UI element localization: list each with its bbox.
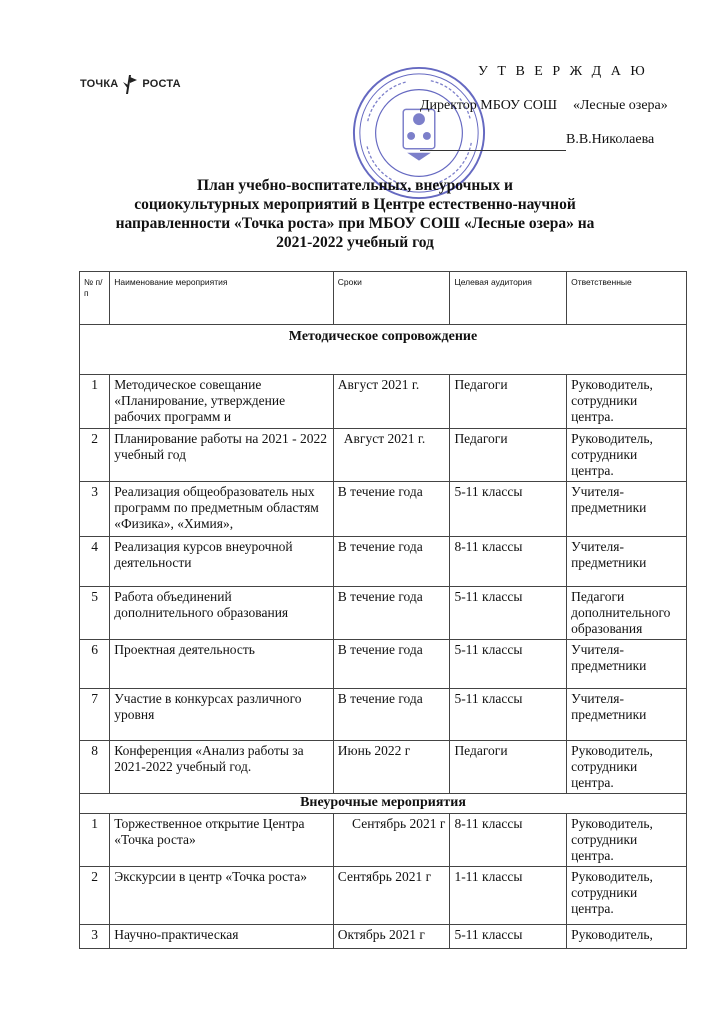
cell-audience: 5-11 классы [450, 925, 567, 949]
cell-responsible: Руководитель, сотрудники центра. [567, 741, 687, 794]
cell-term: В течение года [333, 640, 450, 689]
section-title-methodical: Методическое сопровождение [80, 325, 687, 375]
table-row [80, 867, 687, 925]
cell-num: 1 [80, 375, 110, 429]
header-num: № п/п [80, 272, 110, 325]
header-responsible: Ответственные [567, 272, 687, 325]
cell-audience: 5-11 классы [450, 482, 567, 537]
table-row [80, 375, 687, 429]
cell-name: Проектная деятельность [110, 640, 334, 689]
cell-name: Конференция «Анализ работы за 2021-2022 учебный год. [110, 741, 334, 794]
title-line-4: 2021-2022 учебный год [276, 234, 434, 251]
cell-responsible: Руководитель, [567, 925, 687, 949]
cell-audience: 1-11 классы [450, 867, 567, 925]
cell-responsible: Руководитель, сотрудники центра. [567, 429, 687, 482]
cell-audience: 8-11 классы [450, 537, 567, 587]
logo-right-word: РОСТА [142, 78, 181, 90]
section-row-methodical [80, 325, 687, 375]
cell-audience: 5-11 классы [450, 640, 567, 689]
cell-term: В течение года [333, 537, 450, 587]
table-row [80, 482, 687, 537]
events-plan-table [79, 271, 687, 949]
cell-num: 3 [80, 482, 110, 537]
cell-name: Работа объединений дополнительного образования [110, 587, 334, 640]
cell-name: Реализация курсов внеурочной деятельности [110, 537, 334, 587]
cell-term: Октябрь 2021 г [333, 925, 450, 949]
approval-title: У Т В Е Р Ж Д А Ю [478, 64, 648, 79]
cell-responsible: Учителя-предметники [567, 537, 687, 587]
table-row [80, 925, 687, 949]
cell-name: Участие в конкурсах различного уровня [110, 689, 334, 741]
logo-sprout-icon [120, 73, 140, 95]
table-row [80, 640, 687, 689]
approval-school: «Лесные озера» [573, 98, 668, 113]
approval-position: Директор МБОУ СОШ [420, 98, 558, 113]
cell-num: 3 [80, 925, 110, 949]
table-row [80, 689, 687, 741]
cell-num: 5 [80, 587, 110, 640]
approval-position-line [420, 98, 668, 114]
cell-audience: 8-11 классы [450, 814, 567, 867]
cell-term: Август 2021 г. [333, 429, 450, 482]
cell-num: 4 [80, 537, 110, 587]
title-line-3: направленности «Точка роста» при МБОУ СОШ «Лесные озера» на [115, 215, 595, 232]
cell-responsible: Руководитель, сотрудники центра. [567, 375, 687, 429]
cell-name: Научно-практическая [110, 925, 334, 949]
table-row [80, 814, 687, 867]
approval-signer: В.В.Николаева [566, 132, 655, 147]
section-title-extracurricular: Внеурочные мероприятия [80, 794, 687, 814]
cell-term: В течение года [333, 482, 450, 537]
cell-num: 6 [80, 640, 110, 689]
title-line-2: социокультурных мероприятий в Центре естественно-научной [134, 196, 576, 213]
document-title [60, 176, 650, 252]
tochka-rosta-logo [80, 72, 181, 96]
cell-term: В течение года [333, 587, 450, 640]
title-line-1: План учебно-воспитательных, внеурочных и [197, 177, 513, 194]
cell-audience: Педагоги [450, 429, 567, 482]
table-row [80, 537, 687, 587]
cell-name: Методическое совещание «Планирование, утверждение рабочих программ и [110, 375, 334, 429]
cell-num: 8 [80, 741, 110, 794]
table-row [80, 429, 687, 482]
table-row [80, 587, 687, 640]
cell-name: Реализация общеобразователь ных программ по предметным областям «Физика», «Химия», [110, 482, 334, 537]
table-header-row [80, 272, 687, 325]
cell-term: Июнь 2022 г [333, 741, 450, 794]
cell-audience: 5-11 классы [450, 689, 567, 741]
cell-name: Планирование работы на 2021 - 2022 учебный год [110, 429, 334, 482]
section-row-extracurricular [80, 794, 687, 814]
cell-num: 1 [80, 814, 110, 867]
cell-responsible: Учителя-предметники [567, 640, 687, 689]
cell-num: 2 [80, 429, 110, 482]
cell-term: Август 2021 г. [333, 375, 450, 429]
logo-left-word: ТОЧКА [80, 78, 119, 90]
cell-responsible: Учителя-предметники [567, 482, 687, 537]
cell-responsible: Руководитель, сотрудники центра. [567, 814, 687, 867]
cell-num: 2 [80, 867, 110, 925]
cell-term: Сентябрь 2021 г [333, 867, 450, 925]
header-term: Сроки [333, 272, 450, 325]
cell-audience: Педагоги [450, 741, 567, 794]
cell-term: В течение года [333, 689, 450, 741]
cell-responsible: Руководитель, сотрудники центра. [567, 867, 687, 925]
cell-num: 7 [80, 689, 110, 741]
cell-name: Экскурсии в центр «Точка роста» [110, 867, 334, 925]
cell-name: Торжественное открытие Центра «Точка роста» [110, 814, 334, 867]
table-row [80, 741, 687, 794]
cell-audience: Педагоги [450, 375, 567, 429]
header-name: Наименование мероприятия [110, 272, 334, 325]
header-audience: Целевая аудитория [450, 272, 567, 325]
cell-audience: 5-11 классы [450, 587, 567, 640]
cell-term: Сентябрь 2021 г [333, 814, 450, 867]
cell-responsible: Педагоги дополнительного образования [567, 587, 687, 640]
signature-line [420, 150, 566, 151]
cell-responsible: Учителя-предметники [567, 689, 687, 741]
